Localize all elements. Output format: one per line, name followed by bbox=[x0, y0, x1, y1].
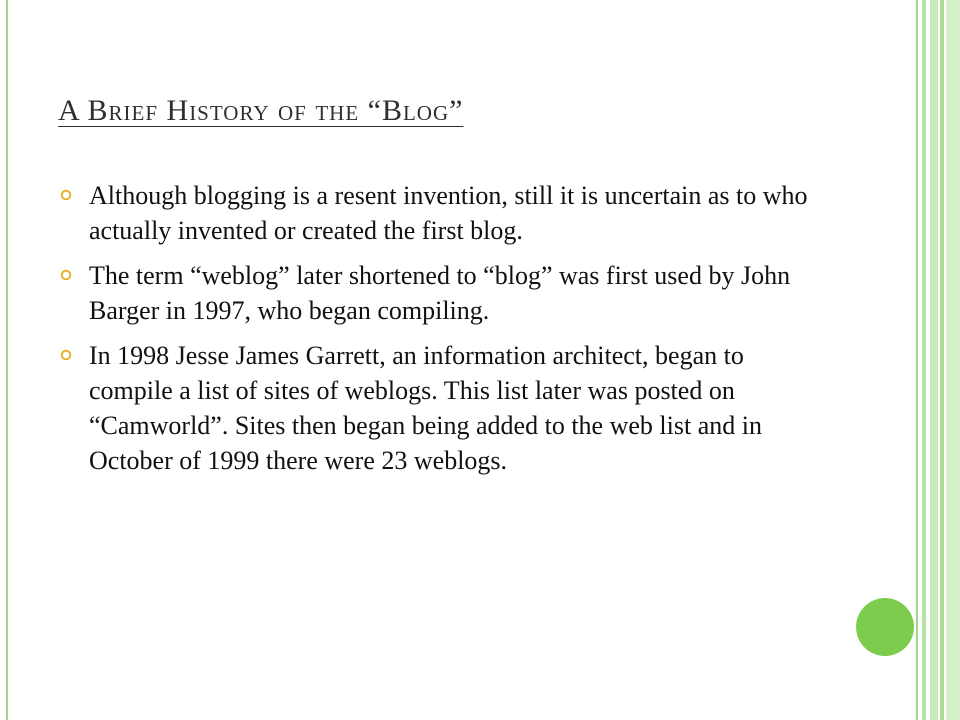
bullet-item bbox=[58, 258, 828, 328]
bullet-list bbox=[58, 178, 828, 488]
slide-title: A Brief History of the “Blog” bbox=[58, 94, 464, 127]
bullet-item bbox=[58, 338, 828, 478]
bullet-text: The term “weblog” later shortened to “blog” was first used by John Barger in 1997, who began compiling. bbox=[89, 261, 791, 325]
decorative-stripe bbox=[922, 0, 926, 720]
bullet-text: In 1998 Jesse James Garrett, an information architect, began to compile a list of sites of weblogs. This list later was posted on “Camworld”. Sites then began being added to the web list and in October of 1999 there were 23 weblogs. bbox=[89, 341, 762, 475]
ring-bullet-icon bbox=[60, 269, 72, 281]
ring-bullet-icon bbox=[60, 349, 72, 361]
decorative-circle bbox=[856, 598, 914, 656]
bullet-item bbox=[58, 178, 828, 248]
decorative-stripe bbox=[930, 0, 938, 720]
bullet-text: Although blogging is a resent invention, still it is uncertain as to who actually invented or created the first blog. bbox=[89, 181, 808, 245]
ring-bullet-icon bbox=[60, 189, 72, 201]
decorative-stripe bbox=[940, 0, 944, 720]
decorative-stripe bbox=[946, 0, 960, 720]
